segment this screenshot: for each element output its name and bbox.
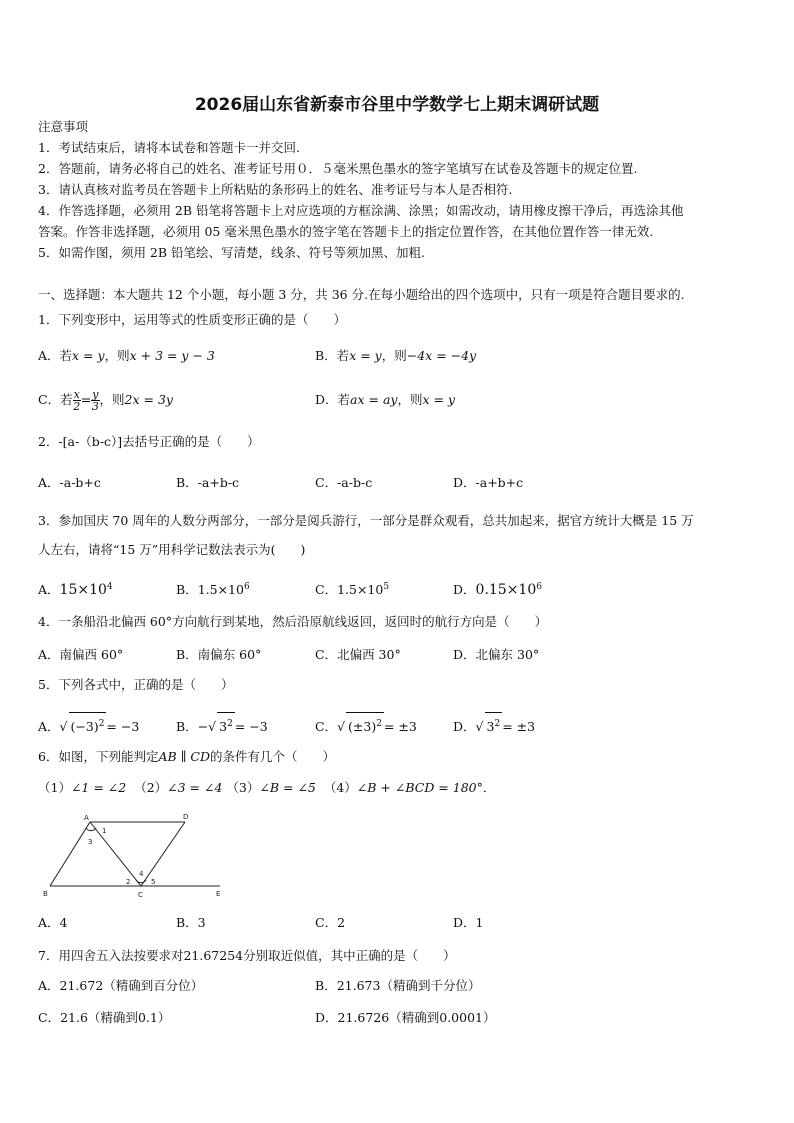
notice-item-2: 2．答题前，请务必将自己的姓名、准考证号用０．５毫米黑色墨水的签字笔填写在试卷及答题卡的规定位置. — [38, 161, 638, 176]
q3-option-b: B．$1.5\times 10^6$ — [176, 582, 250, 598]
q1-stem: 1．下列变形中，运用等式的性质变形正确的是（ ） — [38, 312, 346, 327]
parallelogram-figure — [40, 810, 230, 905]
q3-stem-line2: 人左右，请将“15 万”用科学记数法表示为( ) — [38, 542, 306, 557]
q2-option-d: D．-a+b+c — [453, 475, 524, 490]
q4-option-c: C．北偏西 30° — [315, 647, 401, 662]
point-label-c: C — [138, 891, 143, 899]
q6-conditions: （1）∠1 = ∠2 （2）∠3 = ∠4 （3）∠B = ∠5 （4）∠B + ∠BCD = 180°． — [38, 780, 496, 795]
segment-cd — [141, 822, 185, 886]
notice-heading: 注意事项 — [38, 119, 89, 134]
fraction-x-2: $\frac{x}{2}$ — [73, 388, 81, 413]
page-title: 2026届山东省新泰市谷里中学数学七上期末调研试题 — [194, 95, 600, 115]
q3-option-c: C．$1.5\times 10^5$ — [315, 582, 390, 598]
point-label-a: A — [84, 814, 89, 822]
notice-item-1: 1．考试结束后，请将本试卷和答题卡一并交回. — [38, 140, 300, 155]
q4-option-b: B．南偏东 60° — [176, 647, 262, 662]
q5-stem: 5．下列各式中，正确的是（ ） — [38, 677, 234, 692]
q6-option-b: B．3 — [176, 915, 206, 930]
angle-label-5: 5 — [151, 878, 156, 886]
q2-option-c: C．-a-b-c — [315, 475, 373, 490]
notice-item-4: 4．作答选择题，必须用 2B 铅笔将答题卡上对应选项的方框涂满、涂黑；如需改动，请用橡皮擦干净后，再选涂其他 — [38, 203, 684, 218]
q6-option-c: C．2 — [315, 915, 346, 930]
q7-option-d: D．21.6726（精确到0.0001） — [315, 1010, 496, 1025]
q7-option-b: B．21.673（精确到千分位） — [315, 978, 481, 993]
q7-option-c: C．21.6（精确到0.1） — [38, 1010, 171, 1025]
section-heading: 一、选择题：本大题共 12 个小题，每小题 3 分，共 36 分.在每小题给出的四个选项中，只有一项是符合题目要求的. — [38, 287, 685, 302]
q3-stem-line1: 3．参加国庆 70 周年的人数分两部分，一部分是阅兵游行，一部分是群众观看，总共加起来，据官方统计大概是 15 万 — [38, 513, 694, 528]
q4-option-a: A．南偏西 60° — [38, 647, 124, 662]
notice-item-4-cont: 答案。作答非选择题，必须用 05 毫米黑色墨水的签字笔在答题卡上的指定位置作答，在其他位置作答一律无效. — [38, 224, 654, 239]
q3-option-a: A．$15\times 10^4$ — [38, 582, 113, 599]
angle-label-4: 4 — [139, 870, 144, 878]
q5-option-b: B．−√ $3^2 = -3$ — [176, 712, 268, 737]
q6-option-a: A．4 — [38, 915, 68, 930]
q4-option-d: D．北偏东 30° — [453, 647, 540, 662]
q6-option-d: D．1 — [453, 915, 484, 930]
q7-stem: 7．用四舍五入法按要求对21.67254分别取近似值，其中正确的是（ ） — [38, 948, 456, 963]
q3-option-d: D．$0.15\times 10^6$ — [453, 582, 542, 599]
q1-option-a: A．若x = y，则x + 3 = y − 3 — [38, 348, 215, 363]
segment-ab — [50, 822, 93, 886]
angle-label-3: 3 — [88, 838, 93, 846]
angle-label-1: 1 — [102, 827, 107, 835]
q2-stem: 2．-[a-（b-c）]去括号正确的是（ ） — [38, 434, 260, 449]
notice-item-3: 3．请认真核对监考员在答题卡上所粘贴的条形码上的姓名、准考证号与本人是否相符. — [38, 182, 513, 197]
fraction-y-3: $\frac{y}{3}$ — [91, 388, 99, 413]
q2-option-a: A．-a-b+c — [38, 475, 101, 490]
q1-option-c: C．若 $\frac{x}{2}$ = $\frac{y}{3}$ ，则2x = 3y — [38, 388, 173, 413]
q5-option-a: A．√ $(-3)^2 = -3$ — [38, 712, 139, 737]
angle-label-2: 2 — [126, 878, 131, 886]
point-label-b: B — [43, 890, 48, 898]
point-label-d: D — [183, 813, 189, 821]
q7-option-a: A．21.672（精确到百分位） — [38, 978, 204, 993]
q5-option-c: C．√ $(\pm 3)^2 = \pm 3$ — [315, 712, 417, 737]
q1-option-b: B．若x = y，则−4x = −4y — [315, 348, 477, 363]
q1-option-d: D．若ax = ay，则x = y — [315, 392, 456, 407]
segment-ac — [90, 822, 141, 886]
notice-item-5: 5．如需作图，须用 2B 铅笔绘、写清楚，线条、符号等须加黑、加粗. — [38, 245, 426, 260]
q2-option-b: B．-a+b-c — [176, 475, 240, 490]
point-label-e: E — [216, 890, 221, 898]
q6-stem: 6．如图，下列能判定AB ∥ CD的条件有几个（ ） — [38, 749, 336, 764]
q4-stem: 4．一条船沿北偏西 60°方向航行到某地，然后沿原航线返回，返回时的航行方向是（ ） — [38, 614, 548, 629]
q5-option-d: D．√ $3^2 = \pm 3$ — [453, 712, 535, 737]
